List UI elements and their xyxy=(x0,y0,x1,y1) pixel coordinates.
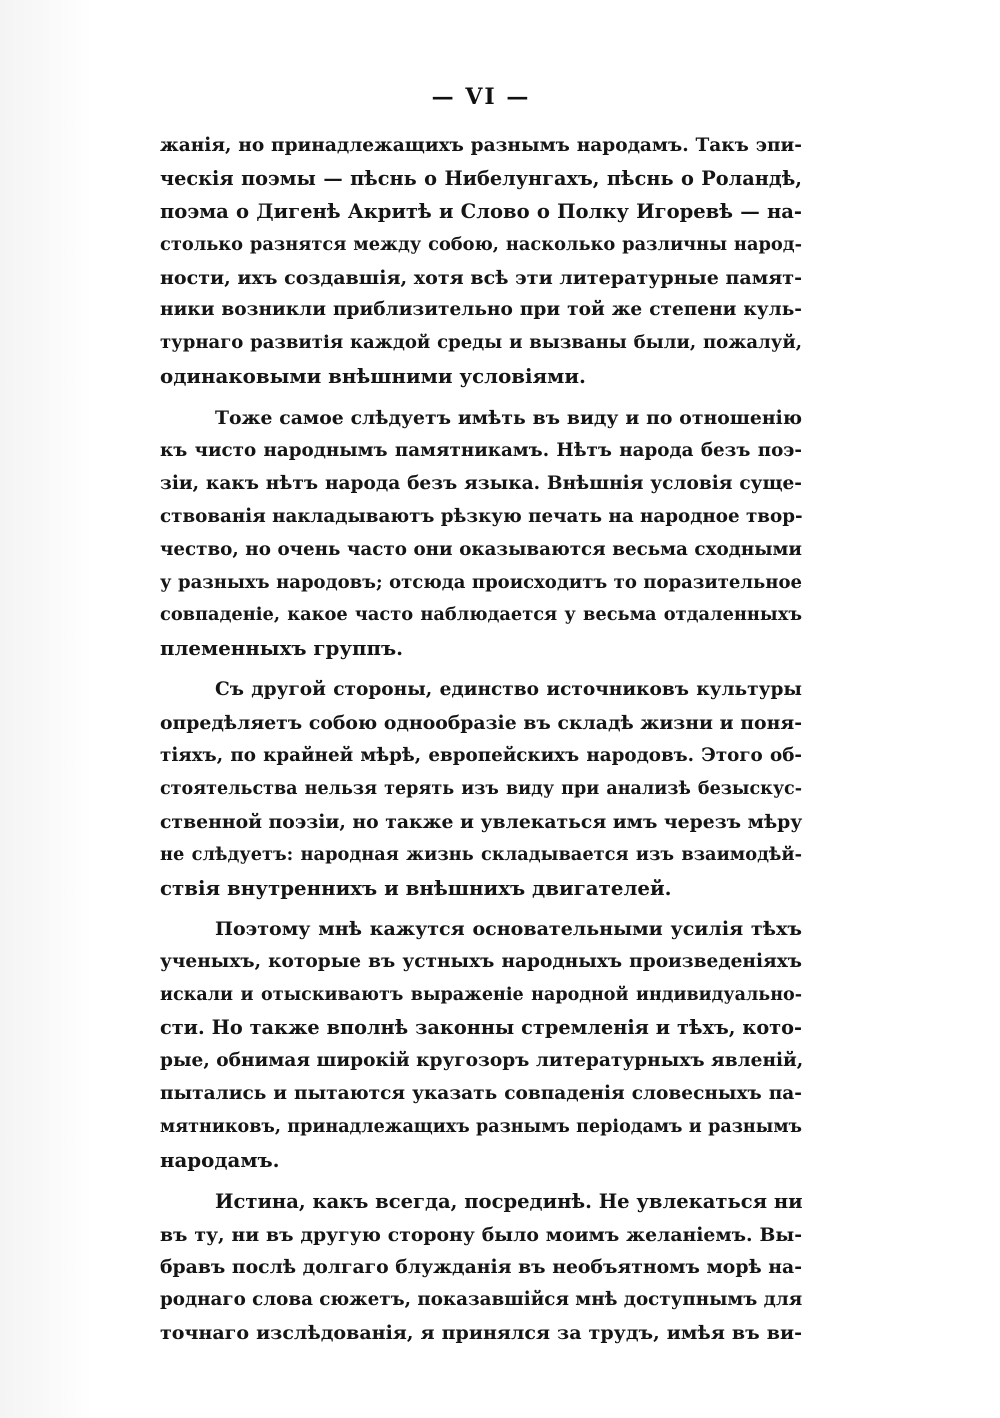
page-number: — VI — xyxy=(431,84,531,110)
text-line: народамъ. xyxy=(160,1147,280,1172)
text-line: пытались и пытаются указать совпаденія словесныхъ па- xyxy=(160,1082,802,1104)
paragraph xyxy=(160,1186,802,1350)
text-line: роднаго слова сюжетъ, показавшійся мнѣ доступнымъ для xyxy=(160,1289,803,1311)
text-line: Истина, какъ всегда, посрединѣ. Не увлекаться ни xyxy=(215,1189,803,1213)
text-line: стоятельства нельзя терять изъ виду при анализѣ безыскус- xyxy=(160,778,802,799)
text-line: рые, обнимая широкій кругозоръ литературныхъ явленій, xyxy=(160,1050,804,1072)
page-gutter-shadow xyxy=(0,0,92,1418)
text-line: ственной поэзіи, но также и увлекаться имъ черезъ мѣру xyxy=(160,810,803,833)
text-line: одинаковыми внѣшними условіями. xyxy=(160,364,586,389)
text-line: у разныхъ народовъ; отсюда происходитъ то поразительное xyxy=(160,571,802,593)
text-line: не слѣдуетъ: народная жизнь складывается изъ взаимодѣй- xyxy=(160,843,802,865)
text-line: въ ту, ни въ другую сторону было моимъ желаніемъ. Вы- xyxy=(160,1223,802,1246)
paragraph xyxy=(160,674,802,904)
text-line: совпаденіе, какое часто наблюдается у весьма отдаленныхъ xyxy=(160,604,802,626)
text-line: столько разнятся между собою, насколько различны народ- xyxy=(160,233,802,255)
text-line: ности, ихъ создавшія, хотя всѣ эти литературные памят- xyxy=(160,266,802,289)
text-line: къ чисто народнымъ памятникамъ. Нѣтъ народа безъ поэ- xyxy=(160,440,802,462)
text-line: ники возникли приблизительно при той же степени куль- xyxy=(160,299,802,321)
text-line: ческія поэмы — пѣснь о Нибелунгахъ, пѣснь о Роландѣ, xyxy=(160,166,802,190)
text-line: поэма о Дигенѣ Акритѣ и Слово о Полку Игоревѣ — на- xyxy=(160,199,802,223)
paragraph xyxy=(160,402,802,665)
text-line: мятниковъ, принадлежащихъ разнымъ періодамъ и разнымъ xyxy=(160,1116,802,1137)
text-line: племенныхъ группъ. xyxy=(160,636,404,661)
text-line: Съ другой стороны, единство источниковъ культуры xyxy=(215,679,802,701)
text-line: опредѣляетъ собою однообразіе въ складѣ жизни и поня- xyxy=(160,712,802,735)
body-text xyxy=(160,130,802,1359)
text-line: турнаго развитія каждой среды и вызваны были, пожалуй, xyxy=(160,332,802,354)
text-line: чество, но очень часто они оказываются весьма сходными xyxy=(160,538,802,560)
text-line: бравъ послѣ долгаго блужданія въ необъятномъ морѣ на- xyxy=(160,1256,802,1279)
text-line: жанія, но принадлежащихъ разнымъ народамъ. Такъ эпи- xyxy=(160,135,802,156)
text-line: зіи, какъ нѣтъ народа безъ языка. Внѣшнія условія суще- xyxy=(160,472,802,494)
text-line: сти. Но также вполнѣ законны стремленія и тѣхъ, кото- xyxy=(160,1016,802,1040)
text-line: ствованія накладываютъ рѣзкую печать на народное твор- xyxy=(160,505,803,527)
text-line: ученыхъ, которые въ устныхъ народныхъ произведеніяхъ xyxy=(160,951,802,973)
text-line: ствія внутреннихъ и внѣшнихъ двигателей. xyxy=(160,875,672,900)
text-line: Тоже самое слѣдуетъ имѣть въ виду и по отношенію xyxy=(215,407,802,430)
text-line: тіяхъ, по крайней мѣрѣ, европейскихъ народовъ. Этого об- xyxy=(160,745,802,767)
paragraph xyxy=(160,913,802,1176)
text-line: точнаго изслѣдованія, я принялся за трудъ, имѣя въ ви- xyxy=(160,1322,802,1345)
paragraph xyxy=(160,130,802,393)
text-line: искали и отыскиваютъ выраженіе народной индивидуально- xyxy=(160,985,802,1006)
text-line: Поэтому мнѣ кажутся основательными усилія тѣхъ xyxy=(215,918,802,941)
